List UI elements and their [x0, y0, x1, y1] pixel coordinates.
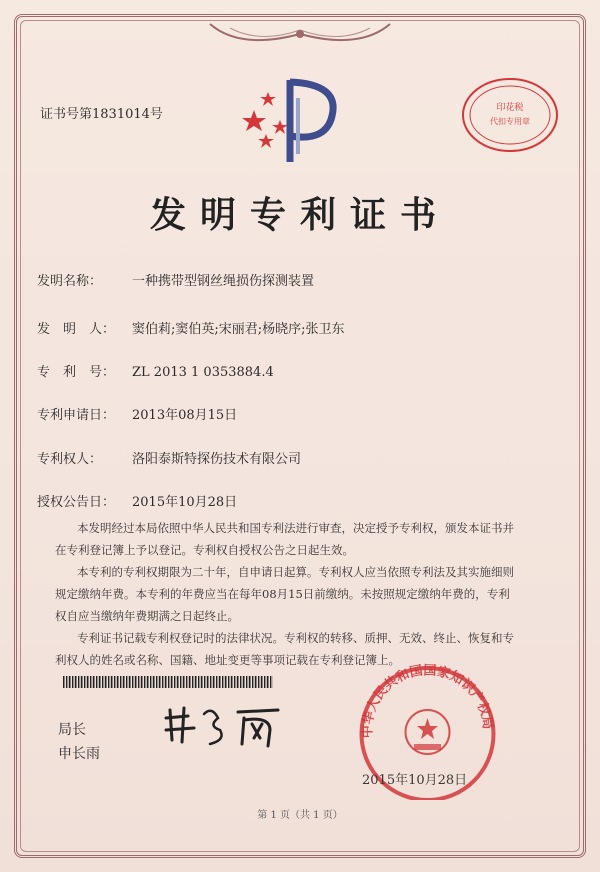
seal-text: 中华人民共和国国家知识产权局: [360, 663, 495, 739]
director-signature: [160, 700, 285, 752]
patent-office-logo: [240, 70, 350, 170]
field-inventors: [37, 318, 345, 337]
tax-stamp: [460, 76, 560, 154]
barcode: [63, 676, 273, 688]
certificate-title: 发明专利证书: [149, 195, 450, 236]
patent-number-label: 专 利 号：: [37, 365, 116, 380]
filing-date-value: 2013年08月15日: [132, 408, 238, 423]
invention-name-label: 发明名称：: [37, 274, 103, 289]
patentee-label: 专利权人：: [37, 452, 103, 467]
field-invention-name: [37, 270, 314, 289]
inventors-label: 发 明 人：: [37, 322, 116, 337]
svg-text:印花税: 印花税: [496, 103, 524, 113]
director-title: 局长: [58, 722, 86, 738]
body-paragraph: 本发明经过本局依照中华人民共和国专利法进行审查，决定授予专利权，颁发本证书并在专利登记簿上予以登记。专利权自授权公告之日起生效。: [55, 521, 514, 557]
field-patentee: [37, 448, 301, 467]
inventors-value: 窦伯莉;窦伯英;宋丽君;杨晓序;张卫东: [132, 322, 345, 337]
body-paragraph: 本专利的专利权期限为二十年，自申请日起算。专利权人应当依照专利法及其实施细则规定缴纳年费。本专利的年费应当在每年08月15日前缴纳。未按照规定缴纳年费的，专利权自应当缴纳年费期满之日起终止。: [55, 565, 514, 623]
certificate-number: 证书号第1831014号: [40, 107, 163, 122]
body-paragraph: 专利证书记载专利权登记时的法律状况。专利权的转移、质押、无效、终止、恢复和专利权人的姓名或名称、国籍、地址变更等事项记载在专利登记簿上。: [55, 631, 514, 667]
top-ornament: [200, 20, 400, 54]
field-filing-date: [37, 404, 237, 423]
grant-date-value: 2015年10月28日: [132, 495, 238, 510]
field-patent-number: [37, 361, 274, 380]
invention-name-value: 一种携带型钢丝绳损伤探测装置: [132, 274, 315, 289]
page-number: 第 1 页（共 1 页）: [257, 810, 343, 821]
patentee-value: 洛阳泰斯特探伤技术有限公司: [132, 452, 302, 467]
patent-number-value: ZL 2013 1 0353884.4: [132, 365, 274, 380]
seal-date: 2015年10月28日: [362, 773, 468, 788]
director-name: 申长雨: [58, 746, 100, 762]
svg-text:代扣专用章: 代扣专用章: [490, 117, 530, 126]
grant-date-label: 授权公告日：: [37, 495, 116, 510]
field-grant-date: [37, 491, 237, 510]
filing-date-label: 专利申请日：: [37, 408, 116, 423]
certificate-body: [55, 517, 520, 671]
